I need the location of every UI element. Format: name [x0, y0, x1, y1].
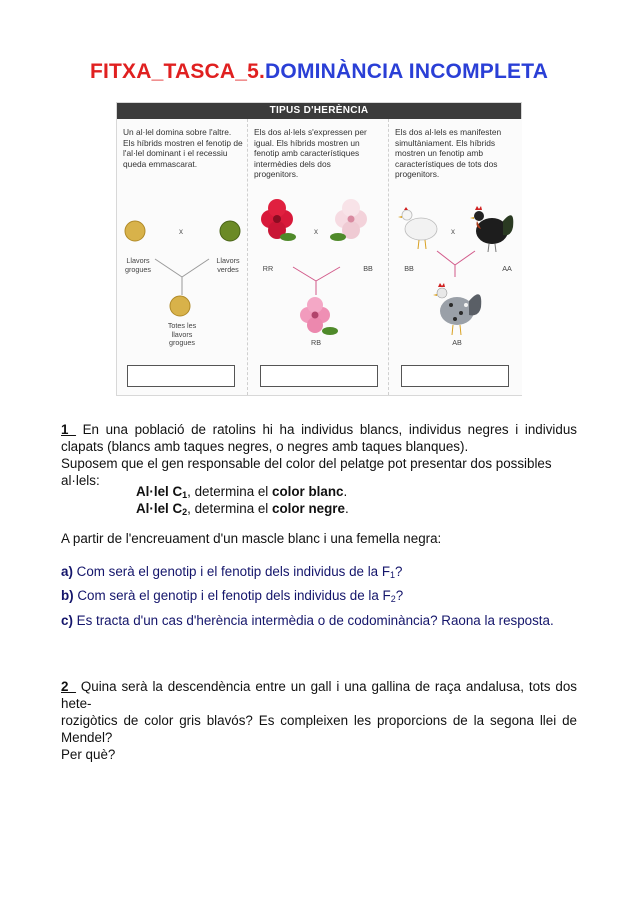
column-codominance-text: Els dos al·lels es manifesten simultàniament. Els híbrids mostren un fenotip amb característiques de tots dos progenitors.	[395, 127, 502, 179]
green-pea-icon	[220, 221, 240, 241]
allele-1-desc: , determina el	[187, 484, 273, 499]
red-flower-icon	[261, 199, 296, 241]
question-1b	[61, 587, 577, 604]
question-1b-subscript: 2	[390, 594, 396, 604]
column-dominance	[117, 119, 248, 395]
allele-2-line	[136, 500, 576, 517]
answer-box-dominance[interactable]	[127, 365, 235, 387]
white-flower-icon	[330, 199, 367, 241]
question-1c-label: c)	[61, 613, 73, 628]
question-1a-subscript: 1	[390, 570, 396, 580]
question-1b-qmark: ?	[395, 588, 404, 603]
question-1-number: 1_	[61, 422, 76, 437]
question-1b-label: b)	[61, 588, 74, 603]
cross-symbol: x	[179, 227, 183, 236]
column-incomplete-dominance	[248, 119, 389, 395]
question-2-number: 2_	[61, 679, 76, 694]
allele-2-subscript: 2	[182, 507, 188, 517]
title-topic: DOMINÀNCIA INCOMPLETA	[265, 60, 549, 83]
label-green-seeds: Llavors verdes	[216, 256, 240, 274]
question-1a-text: Com serà el genotip i el fenotip dels individus de la F	[76, 564, 391, 579]
allele-2-name: Al·lel C	[136, 501, 183, 516]
pink-flower-icon	[300, 297, 338, 335]
question-2-line-2: rozigòtics de color gris blavós? Es compleixen les proporcions de la segona llei de Mendel?	[61, 713, 577, 745]
question-1-intro	[61, 421, 577, 455]
question-1a-qmark: ?	[395, 564, 403, 579]
allele-1-color: color blanc	[272, 484, 344, 499]
column-codominance	[389, 119, 522, 395]
label-ab: AB	[452, 338, 462, 347]
label-bb: BB	[404, 264, 414, 273]
cross-symbol: x	[451, 227, 455, 236]
allele-1-subscript: 1	[182, 490, 188, 500]
allele-2-color: color negre	[272, 501, 345, 516]
answer-box-incomplete[interactable]	[260, 365, 378, 387]
label-rr: RR	[262, 264, 274, 273]
question-1c	[61, 612, 577, 629]
white-hen-icon	[398, 207, 437, 249]
question-2-line-1-text: Quina serà la descendència entre un gall i una gallina de raça andalusa, tots dos hete-	[61, 679, 577, 711]
question-2-line-3: Per què?	[61, 747, 116, 762]
question-2-line-1	[61, 678, 577, 712]
page-title	[0, 60, 638, 84]
label-bb: BB	[363, 264, 373, 273]
allele-1-name: Al·lel C	[136, 484, 183, 499]
cross-description: A partir de l'encreuament d'un mascle blanc i una femella negra:	[61, 531, 442, 546]
offspring-pea-icon	[170, 296, 190, 316]
column-incomplete-text: Els dos al·lels s'expressen per igual. Els híbrids mostren un fenotip amb característiques intermèdies dels dos progenitors.	[254, 127, 367, 179]
title-code: FITXA_TASCA_5.	[89, 60, 266, 83]
question-1c-text: Es tracta d'un cas d'herència intermèdia o de codominància? Raona la resposta.	[76, 613, 554, 628]
label-rb: RB	[311, 338, 321, 347]
question-1a	[61, 563, 577, 580]
label-offspring-seeds: Totes les llavors grogues	[167, 321, 197, 347]
allele-1-period: .	[343, 484, 348, 499]
label-yellow-seeds: Llavors grogues	[125, 256, 151, 274]
allele-2-period: .	[344, 501, 349, 516]
allele-1-line	[136, 483, 576, 500]
black-rooster-icon	[470, 206, 513, 252]
column-dominance-text: Un al·lel domina sobre l'altre. Els híbrids mostren el fenotip de l'al·lel dominant i el recessiu queda emmascarat.	[123, 127, 243, 169]
label-aa: AA	[502, 264, 512, 273]
question-1-intro-text: En una població de ratolins hi ha individus blancs, individus negres i individus clapats (blancs amb taques negres, o negres amb taques blanques).	[61, 422, 577, 454]
yellow-pea-icon	[125, 221, 145, 241]
answer-box-codominance[interactable]	[401, 365, 509, 387]
question-1b-text: Com serà el genotip i el fenotip dels individus de la F	[77, 588, 391, 603]
question-1a-label: a)	[61, 564, 73, 579]
figure-header: TIPUS D'HERÈNCIA	[117, 103, 521, 119]
question-1-alleles-intro: Suposem que el gen responsable del color del pelatge pot presentar dos possibles al·lels:	[61, 456, 552, 488]
inheritance-figure	[116, 102, 522, 396]
chicken-cross-illustration	[389, 119, 522, 395]
cross-symbol: x	[314, 227, 318, 236]
flower-cross-illustration	[248, 119, 388, 395]
speckled-rooster-icon	[433, 283, 481, 335]
allele-2-desc: , determina el	[187, 501, 273, 516]
